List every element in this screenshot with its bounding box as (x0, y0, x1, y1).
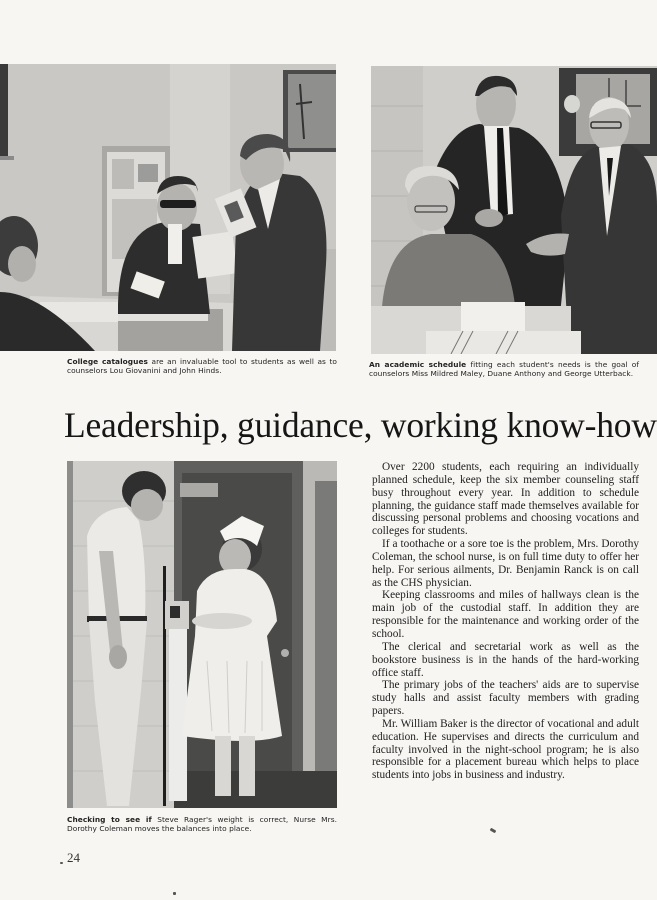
caption-college-catalogues (67, 357, 337, 376)
scan-speck (490, 828, 497, 834)
body-paragraph: If a toothache or a sore toe is the problem, Mrs. Dorothy Coleman, the school nurse, is on full time duty to offer her help. For serious ailments, Dr. Benjamin Ranck is on call as the CHS physician. (372, 538, 639, 589)
body-paragraph: Over 2200 students, each requiring an individually planned schedule, keep the six member counseling staff busy throughout every year. In addition to schedule planning, the guidance staff made themselves available for discussing personal problems and choosing vocations and colleges for students. (372, 461, 639, 538)
caption-nurse-scale (67, 815, 337, 834)
caption-lead: An academic schedule (369, 360, 467, 369)
caption-text: Steve Rager's weight is correct, Nurse Mrs. Dorothy Coleman moves the balances into place. (67, 815, 337, 834)
caption-text: are an invaluable tool to students as well as to counselors Lou Giovanini and John Hinds. (67, 357, 337, 376)
photo-nurse-image (67, 461, 337, 808)
photo-academic-schedule (371, 66, 657, 354)
caption-lead: Checking to see if (67, 815, 152, 824)
scan-speck (60, 862, 63, 864)
body-paragraph: The primary jobs of the teachers' aids are to supervise study halls and assist faculty members with grading papers. (372, 679, 639, 718)
article-body (372, 461, 639, 782)
body-paragraph: Keeping classrooms and miles of hallways clean is the main job of the custodial staff. In addition they are responsible for the maintenance and working order of the school. (372, 589, 639, 640)
caption-academic-schedule (369, 360, 639, 379)
page-number: 24 (67, 850, 80, 865)
body-paragraph: Mr. William Baker is the director of vocational and adult education. He supervises and directs the curriculum and faculty involved in the night-school program; he is also responsible for a placement bureau which helps to place students into jobs in business and industry. (372, 717, 639, 782)
caption-lead: College catalogues (67, 357, 148, 366)
photo-schedule-image (371, 66, 657, 354)
photo-college-catalogues (0, 64, 336, 351)
photo-nurse-scale (67, 461, 337, 808)
body-paragraph: The clerical and secretarial work as well as the bookstore business is in the hands of the hard-working office staff. (372, 640, 639, 679)
page-headline: Leadership, guidance, working know-how (64, 405, 657, 445)
scan-speck (173, 892, 176, 895)
caption-text: fitting each student's needs is the goal of counselors Miss Mildred Maley, Duane Anthony and George Utterback. (369, 360, 639, 379)
photo-counselors-image (0, 64, 336, 351)
